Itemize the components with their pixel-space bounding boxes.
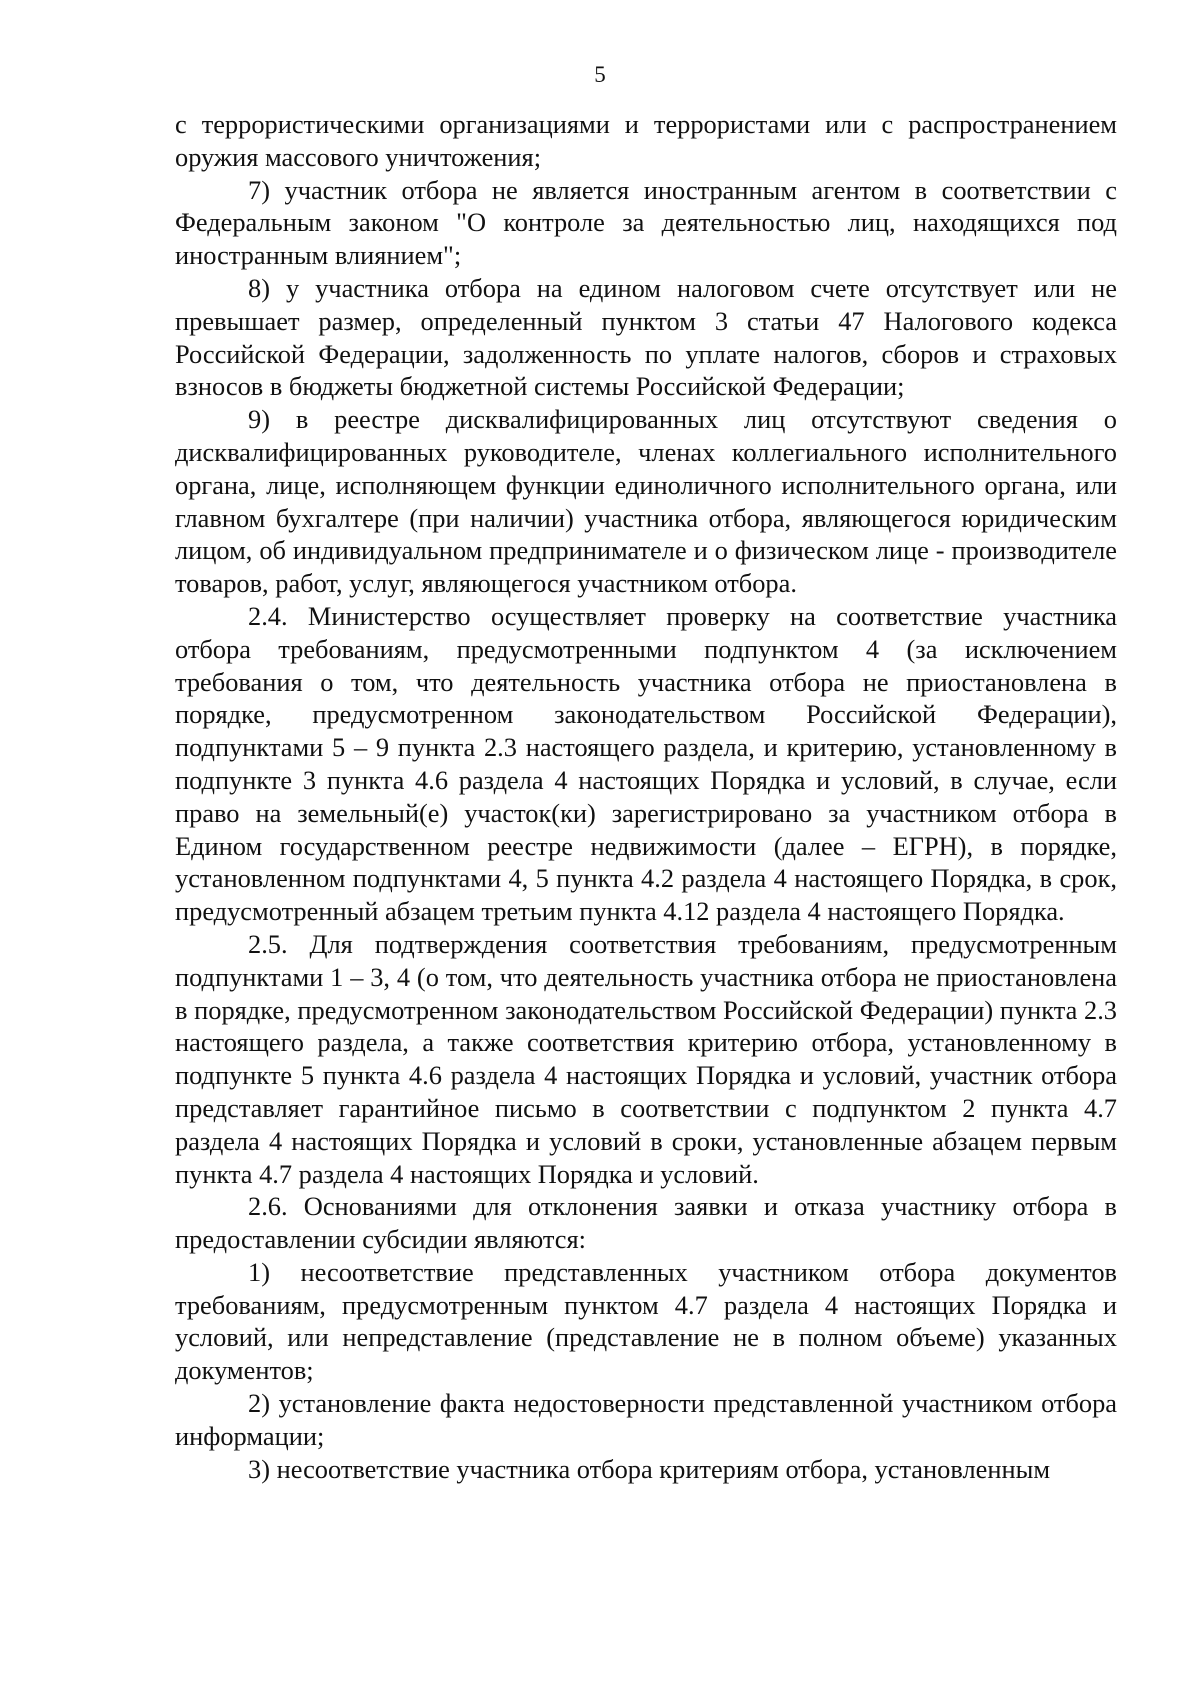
paragraph-2-4: 2.4. Министерство осуществляет проверку на соответствие участника отбора требованиям, предусмотренными подпунктом 4 (за исключением требования о том, что деятельность участника отбора не приостановлена в порядке, предусмотренном законодательством Российской Федерации), подпунктами 5 – 9 пункта 2.3 настоящего раздела, и критерию, установленному в подпункте 3 пункта 4.6 раздела 4 настоящих Порядка и условий, в случае, если право на земельный(е) участок(ки) зарегистрировано за участником отбора в Едином государственном реестре недвижимости (далее – ЕГРН), в порядке, установленном подпунктами 4, 5 пункта 4.2 раздела 4 настоящего Порядка, в срок, предусмотренный абзацем третьим пункта 4.12 раздела 4 настоящего Порядка. [175,600,1117,927]
document-body [175,108,1117,1485]
paragraph-2-6-item-3: 3) несоответствие участника отбора критериям отбора, установленным [248,1453,1051,1484]
paragraph-2-5: 2.5. Для подтверждения соответствия требованиям, предусмотренным подпунктами 1 – 3, 4 (о том, что деятельность участника отбора не приостановлена в порядке, предусмотренном законодательством Российской Федерации) пункта 2.3 настоящего раздела, а также соответствия критерию отбора, установленному в подпункте 5 пункта 4.6 раздела 4 настоящих Порядка и условий, участник отбора представляет гарантийное письмо в соответствии с подпунктом 2 пункта 4.7 раздела 4 настоящих Порядка и условий в сроки, установленные абзацем первым пункта 4.7 раздела 4 настоящих Порядка и условий. [175,928,1117,1189]
paragraph-2-6: 2.6. Основаниями для отклонения заявки и отказа участнику отбора в предоставлении субсидии являются: [175,1191,1117,1255]
page-number: 5 [594,62,606,87]
paragraph-2-6-item-2: 2) установление факта недостоверности представленной участником отбора информации; [175,1388,1117,1451]
paragraph-item-7: 7) участник отбора не является иностранным агентом в соответствии с Федеральным законом "О контроле за деятельностью лиц, находящихся под иностранным влиянием"; [175,174,1117,271]
paragraph-2-6-item-1: 1) несоответствие представленных участником отбора документов требованиям, предусмотренным пунктом 4.7 раздела 4 настоящих Порядка и условий, или непредставление (представление не в полном объеме) указанных документов; [175,1256,1117,1386]
paragraph-item-8: 8) у участника отбора на едином налоговом счете отсутствует или не превышает размер, определенный пунктом 3 статьи 47 Налогового кодекса Российской Федерации, задолженность по уплате налогов, сборов и страховых взносов в бюджеты бюджетной системы Российской Федерации; [175,272,1117,402]
paragraph-item-9: 9) в реестре дисквалифицированных лиц отсутствуют сведения о дисквалифицированных руководителе, членах коллегиального исполнительного органа, лице, исполняющем функции единоличного исполнительного органа, или главном бухгалтере (при наличии) участника отбора, являющегося юридическим лицом, об индивидуальном предпринимателе и о физическом лице - производителе товаров, работ, услуг, являющегося участником отбора. [175,404,1117,599]
paragraph-continuation: с террористическими организациями и террористами или с распространением оружия массового уничтожения; [175,109,1117,172]
